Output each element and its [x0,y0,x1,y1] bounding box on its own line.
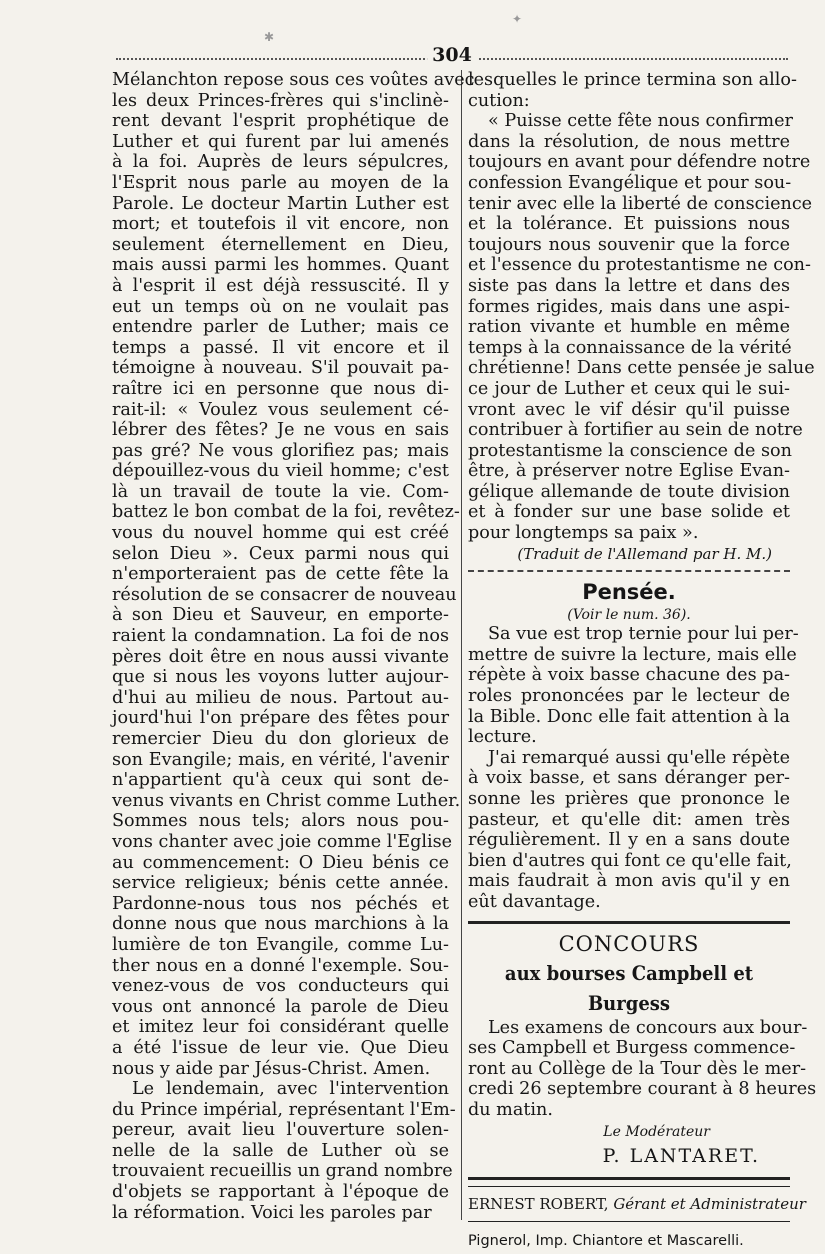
text-line: la réformation. Voici les paroles par [112,1202,432,1223]
text-line: résolution de se consacrer de nouveau [112,584,457,605]
text-line: l'Esprit nous parle au moyen de la [112,172,449,193]
signer-name: P. LANTARET. [602,1144,760,1167]
text-line: bien d'autres qui font ce qu'elle fait, [468,850,792,871]
text-line: rait-il: « Voulez vous seulement cé- [112,399,449,420]
text-line: toujours en avant pour défendre notre [468,152,811,173]
text-line: credi 26 septembre courant à 8 heures [468,1079,817,1100]
text-line: lesquelles le prince termina son allo- [468,70,797,90]
text-line: ront au Collège de la Tour dès le mer- [468,1058,807,1079]
page-number: 304 [427,44,477,66]
text-line: à l'esprit il est déjà ressuscité. Il y [112,275,449,296]
text-line: ration vivante et humble en même [468,317,790,338]
text-line: donne nous que nous marchions à la [112,914,449,935]
text-line: répète à voix basse chacune des pa- [468,665,790,686]
right-column [468,70,817,1254]
text-line: ther nous en a donné l'exemple. Sou- [112,955,449,976]
text-line: et à fonder sur une base solide et [468,502,790,523]
text-line: selon Dieu ». Ceux parmi nous qui [112,543,449,564]
text-line: être, à préserver notre Eglise Evan- [468,461,790,482]
text-line: vous ont annoncé la parole de Dieu [112,996,449,1017]
text-line: pour longtemps sa paix ». [468,523,699,544]
section-divider [468,921,790,924]
text-line: mort; et toutefois il vit encore, non [112,214,449,235]
ink-speck: ✦ [512,12,523,26]
text-line: formes rigides, mais dans une aspi- [468,296,790,317]
text-line: nous y aide par Jésus-Christ. Amen. [112,1058,431,1079]
text-line: n'appartient qu'à ceux qui sont de- [112,770,449,791]
text-line: et la tolérance. Et puissions nous [468,214,790,235]
text-line: a été l'issue de leur vie. Que Dieu [112,1037,449,1058]
ink-speck: ✱ [264,30,275,44]
text-line: jourd'hui l'on prépare des fêtes pour [112,708,449,729]
text-line: d'hui au milieu de nous. Partout au- [112,687,449,708]
text-line: au commencement: O Dieu bénis ce [112,852,449,873]
text-line: nelle de la salle de Luther où se [112,1140,449,1161]
text-line: contribuer à fortifier au sein de notre [468,420,803,441]
text-line: ce jour de Luther et ceux qui le sui- [468,378,790,399]
text-line: à son Dieu et Sauveur, en emporte- [112,605,449,626]
manager-title: Gérant et Administrateur [613,1194,806,1213]
text-line: Sommes nous tels; alors nous pou- [112,811,449,832]
text-line: son Evangile; mais, en vérité, l'avenir [112,749,449,770]
text-line: Parole. Le docteur Martin Luther est [112,193,449,214]
text-line: raître ici en personne que nous di- [112,378,449,399]
manager-name: ERNEST ROBERT, [468,1194,609,1213]
text-line: cution: [468,90,530,111]
text-line: là un travail de toute la vie. Com- [112,481,449,502]
text-line: lébrer des fêtes? Je ne vous en sais [112,420,449,441]
text-line: lecture. [468,727,537,748]
signer-label: Le Modérateur [603,1123,710,1140]
text-line: Les examens de concours aux bour- [488,1017,808,1038]
text-line: pasteur, et qu'elle dit: amen très [468,809,790,830]
text-line: à voix basse, et sans déranger per- [468,768,790,789]
text-line: lumière de ton Evangile, comme Lu- [112,934,449,955]
text-line: du Prince impérial, représentant l'Em- [112,1099,456,1120]
text-line: protestantisme la conscience de son [468,440,792,461]
left-column [112,70,475,1223]
concours-subtitle: aux bourses Campbell et Burgess [504,960,754,1015]
text-line: pères doit être en nous aussi vivante [112,646,449,667]
pensee-title: Pensée. [582,580,676,605]
text-line: que si nous les voyons lutter aujour- [112,667,449,688]
text-line: témoigne à nouveau. S'il pouvait pa- [112,358,449,379]
text-line: et l'essence du protestantisme ne con- [468,255,811,276]
text-line: Mélanchton repose sous ces voûtes avec [112,70,475,90]
section-divider [468,570,790,572]
text-line: trouvaient recueillis un grand nombre [112,1161,453,1182]
translation-credit: (Traduit de l'Allemand par H. M.) [517,544,772,563]
text-line: vous du nouvel homme qui est créé [112,523,449,544]
imprint-divider [468,1177,790,1180]
text-line: remercier Dieu du don glorieux de [112,729,449,749]
text-line: ses Campbell et Burgess commence- [468,1038,796,1059]
column-divider [461,70,462,1220]
text-line: eût davantage. [468,891,601,912]
text-line: siste pas dans la lettre et dans des [468,275,790,296]
text-line: J'ai remarqué aussi qu'elle répète [488,747,790,768]
text-line: la Bible. Donc elle fait attention à la [468,706,790,727]
text-line: gélique allemande de toute division [468,481,790,502]
text-line: et imitez leur foi considérant quelle [112,1017,449,1038]
text-line: vons chanter avec joie comme l'Eglise [112,831,453,852]
text-line: dépouillez-vous du vieil homme; c'est [112,461,449,482]
text-line: chrétienne! Dans cette pensée je salue [468,358,815,379]
concours-title: CONCOURS [558,931,700,956]
text-line: sonne les prières que prononce le [468,789,790,809]
text-line: venez-vous de vos conducteurs qui [112,976,449,997]
text-line: entendre parler de Luther; mais ce [112,317,449,338]
text-line: n'emporteraient pas de cette fête la [112,564,449,585]
text-line: Luther et qui furent par lui amenés [112,131,449,152]
printer-line: Pignerol, Imp. Chiantore et Mascarelli. [468,1232,744,1249]
text-line: Pardonne-nous tous nos péchés et [112,893,449,914]
text-line: raient la condamnation. La foi de nos [112,626,449,647]
text-line: régulièrement. Il y en a sans doute [468,830,790,851]
text-line: toujours nous souvenir que la force [468,234,790,255]
text-line: roles prononcées par le lecteur de [468,686,790,707]
pensee-reference: (Voir le num. 36). [567,607,691,624]
text-line: service religieux; bénis cette année. [112,873,449,894]
text-line: Sa vue est trop ternie pour lui per- [488,624,799,645]
text-line: tenir avec elle la liberté de conscience [468,193,813,214]
text-line: venus vivants en Christ comme Luther. [112,790,461,811]
concours-text [468,1017,817,1121]
text-line: Le lendemain, avec l'intervention [132,1079,449,1100]
text-line: temps a passé. Il vit encore et il [112,337,449,358]
page-header [116,44,788,70]
text-line: du matin. [468,1099,553,1120]
text-line: pereur, avait lieu l'ouverture solen- [112,1120,449,1141]
speech-text [468,70,815,544]
text-line: pas gré? Ne vous glorifiez pas; mais [112,440,449,461]
text-line: eut un temps où on ne voulait pas [112,296,449,317]
text-line: d'objets se rapportant à l'époque de [112,1182,449,1203]
pensee-text [468,624,799,912]
text-line: seulement éternellement en Dieu, [112,234,449,255]
text-line: vront avec le vif désir qu'il puisse [468,399,790,420]
text-line: les deux Princes-frères qui s'inclinè- [112,90,449,111]
text-line: mettre de suivre la lecture, mais elle [468,644,797,665]
text-line: rent devant l'esprit prophétique de [112,111,449,132]
text-line: confession Evangélique et pour sou- [468,172,792,193]
text-line: dans la résolution, de nous mettre [468,131,790,152]
text-line: « Puisse cette fête nous confirmer [488,111,793,132]
text-line: mais aussi parmi les hommes. Quant [112,255,449,276]
text-line: mais faudrait à mon avis qu'il y en [468,871,790,892]
imprint [468,1186,806,1222]
text-line: battez le bon combat de la foi, revêtez- [112,502,460,523]
text-line: temps à la connaissance de la vérité [468,337,792,358]
text-line: à la foi. Auprès de leurs sépulcres, [112,152,449,173]
